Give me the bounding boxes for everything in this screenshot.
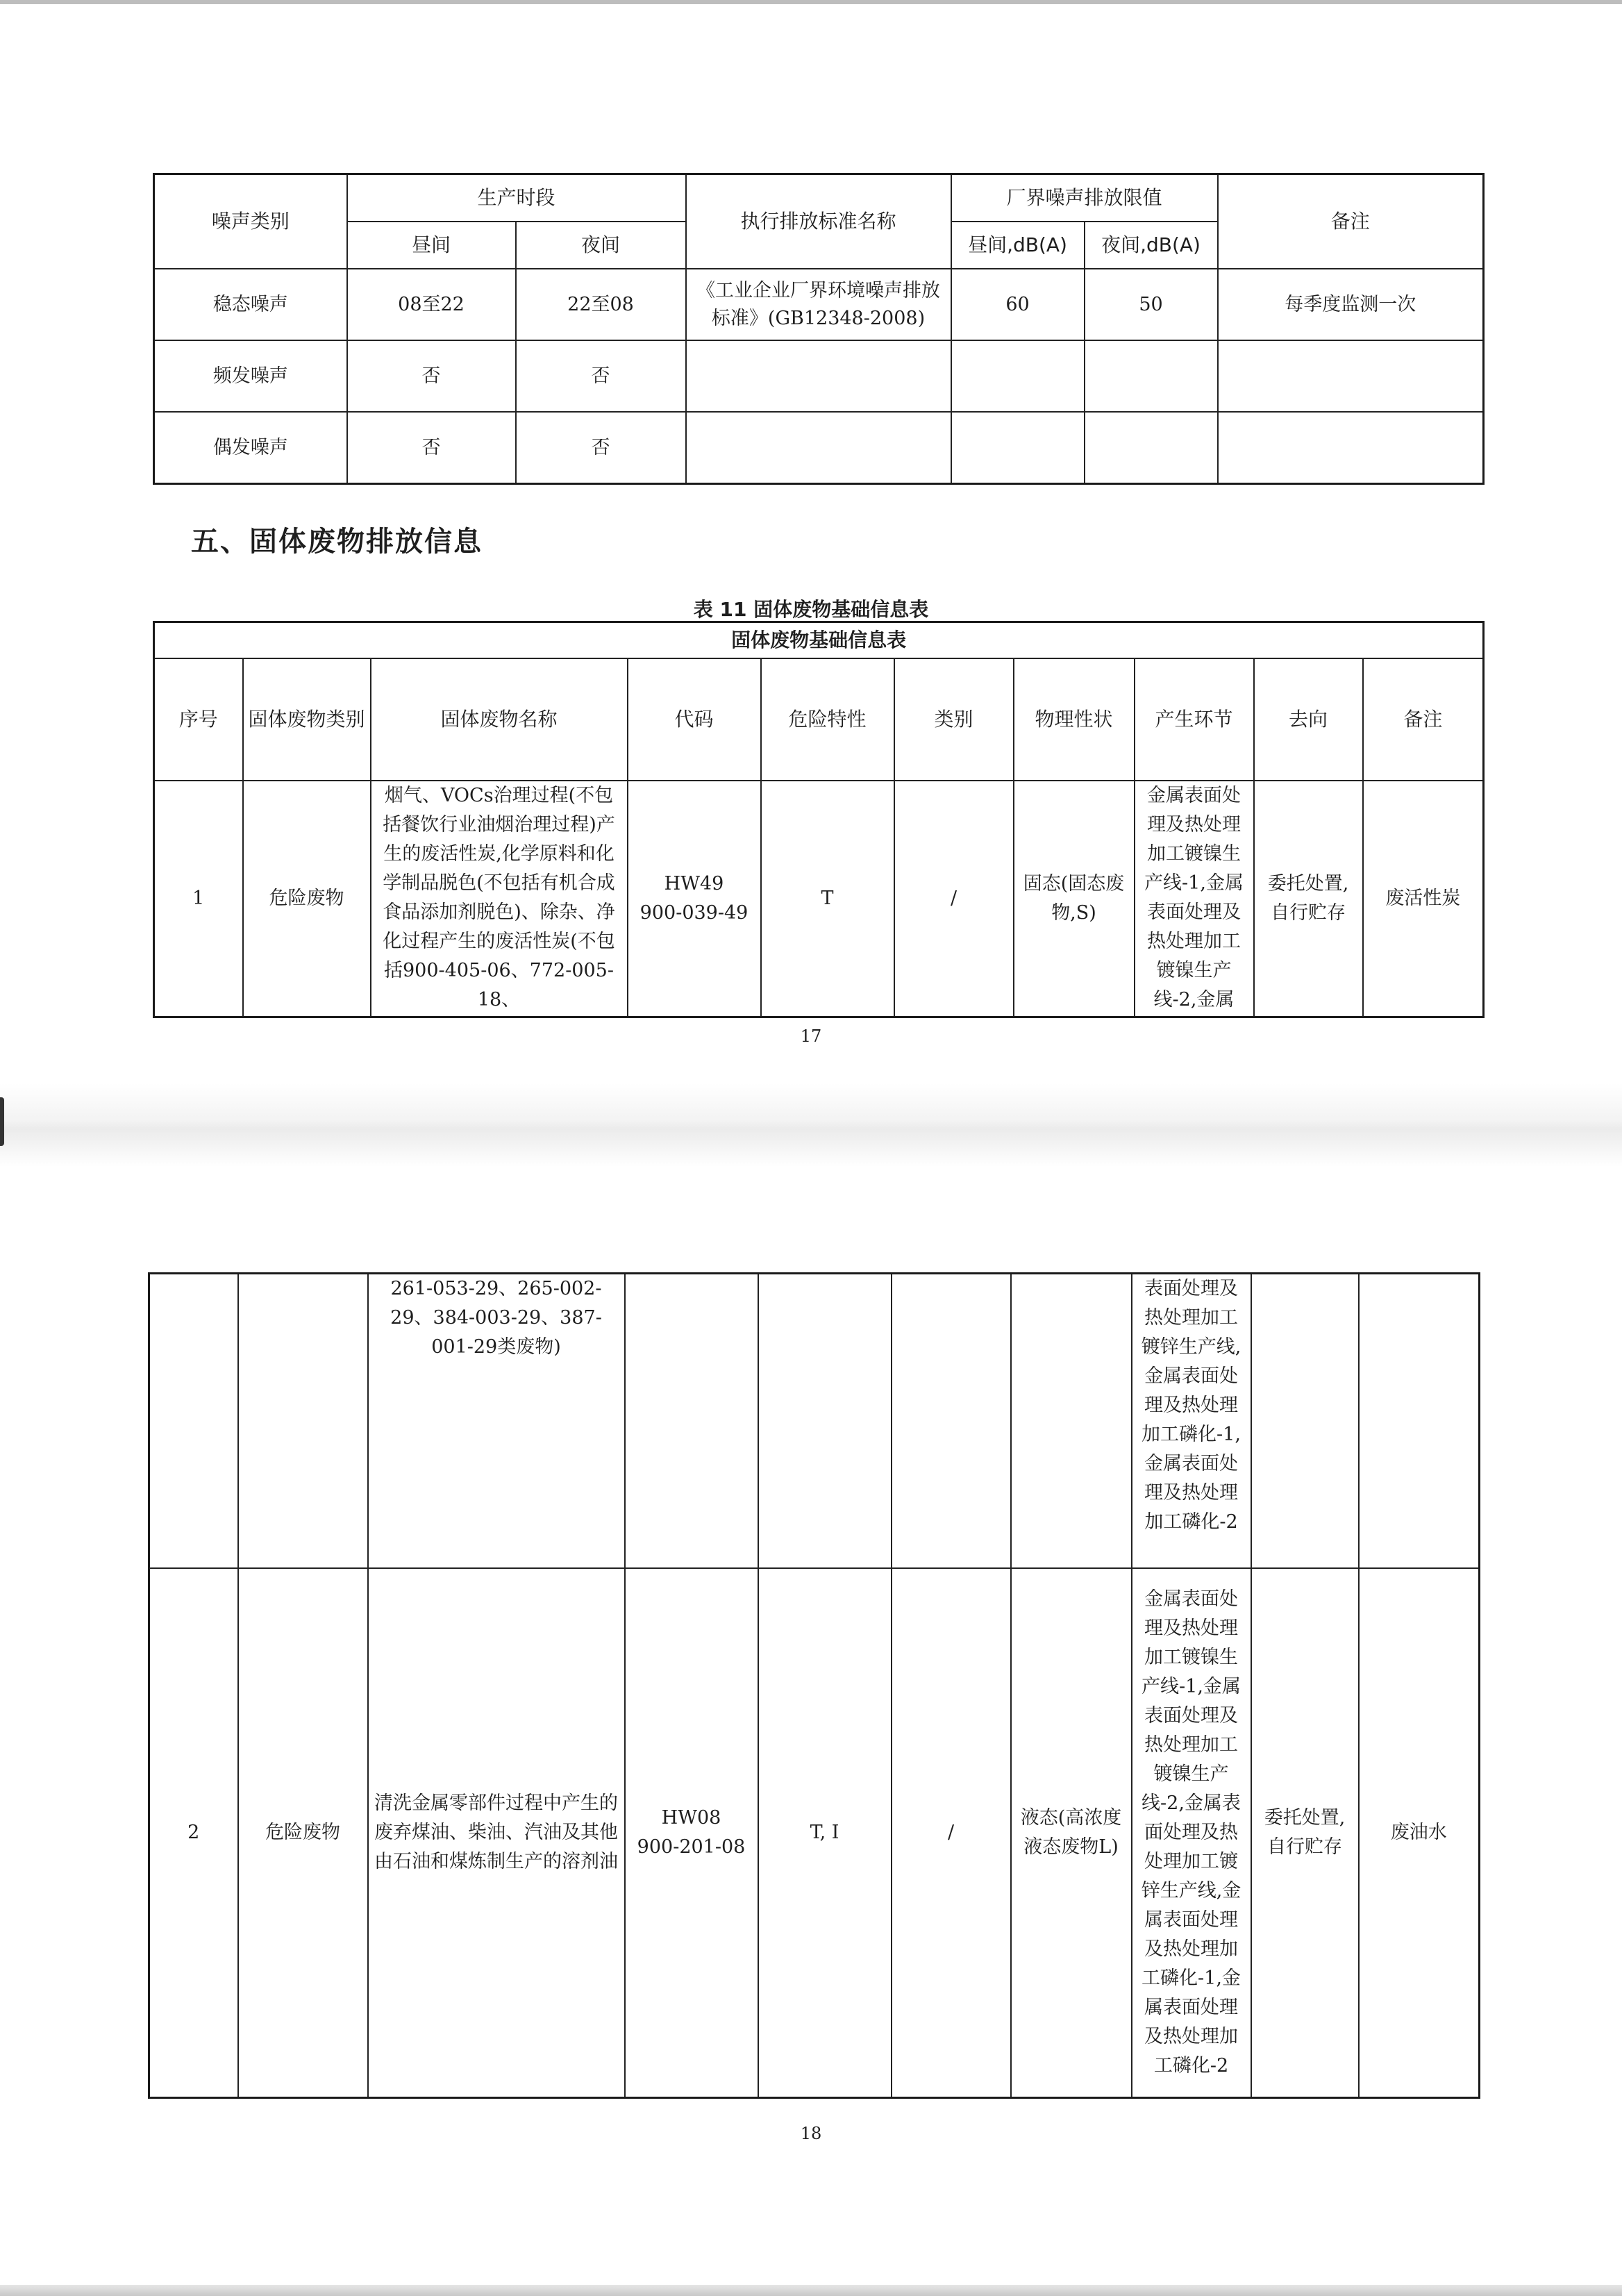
remark-cell: 废活性炭 — [1363, 781, 1484, 1017]
waste-name-cell: 261-053-29、265-002-29、384-003-29、387-001-29类废物) — [368, 1274, 625, 1569]
period-night-cell: 否 — [516, 340, 686, 412]
header-limit-night: 夜间,dB(A) — [1085, 222, 1218, 269]
header-noise-category: 噪声类别 — [154, 174, 347, 269]
source-cell: 金属表面处理及热处理加工镀镍生产线-1,金属表面处理及热处理加工镀镍生产线-2,金属表面处理及热处理加工镀锌生产线,金属表面处理及热处理加工磷化-1,金属表面处理及热处理加工磷化-2 — [1132, 1568, 1251, 2098]
source-cell: 表面处理及热处理加工镀锌生产线,金属表面处理及热处理加工磷化-1,金属表面处理及热处理加工磷化-2 — [1132, 1274, 1251, 1569]
table-row — [154, 340, 1484, 412]
header-period-night: 夜间 — [516, 222, 686, 269]
header-boundary-limit: 厂界噪声排放限值 — [951, 174, 1218, 222]
period-night-cell: 22至08 — [516, 269, 686, 340]
physical-state-cell — [1011, 1274, 1132, 1569]
code-cell — [625, 1274, 758, 1569]
solid-waste-table — [153, 621, 1485, 1018]
table-row — [154, 412, 1484, 484]
page-gap — [0, 1083, 1622, 1167]
limit-day-cell: 60 — [951, 269, 1085, 340]
type-cell: / — [892, 1568, 1011, 2098]
hazard-cell: T — [761, 781, 894, 1017]
binding-mark — [0, 1097, 4, 1146]
standard-cell — [686, 412, 951, 484]
no-cell: 2 — [149, 1568, 238, 2098]
period-day-cell: 否 — [347, 412, 516, 484]
period-night-cell: 否 — [516, 412, 686, 484]
table-row — [154, 269, 1484, 340]
limit-night-cell: 50 — [1085, 269, 1218, 340]
header-no: 序号 — [154, 658, 243, 781]
no-cell — [149, 1274, 238, 1569]
page-number: 17 — [800, 1026, 822, 1046]
page-number: 18 — [800, 2124, 822, 2143]
solid-waste-table-continued — [148, 1272, 1480, 2099]
standard-cell: 《工业企业厂界环境噪声排放标准》(GB12348-2008) — [686, 269, 951, 340]
header-hazard: 危险特性 — [761, 658, 894, 781]
header-waste-category: 固体废物类别 — [243, 658, 371, 781]
code-line-2: 900-201-08 — [637, 1836, 746, 1858]
waste-name-cell: 烟气、VOCs治理过程(不包括餐饮行业油烟治理过程)产生的废活性炭,化学原料和化学制品脱色(不包括有机合成食品添加剂脱色)、除杂、净化过程产生的废活性炭(不包括900-405-06、772-005-18、 — [371, 781, 628, 1017]
waste-category-cell: 危险废物 — [238, 1568, 368, 2098]
table-row — [149, 1568, 1480, 2098]
header-remark: 备注 — [1363, 658, 1484, 781]
limit-day-cell — [951, 412, 1085, 484]
code-cell — [625, 1568, 758, 2098]
destination-cell: 委托处置,自行贮存 — [1254, 781, 1363, 1017]
period-day-cell: 08至22 — [347, 269, 516, 340]
table-row — [149, 1274, 1480, 1569]
physical-state-cell: 固态(固态废物,S) — [1014, 781, 1135, 1017]
section-heading: 五、固体废物排放信息 — [191, 526, 483, 558]
header-limit-day: 昼间,dB(A) — [951, 222, 1085, 269]
header-code: 代码 — [628, 658, 761, 781]
code-line-1: HW49 — [664, 873, 724, 895]
remark-cell: 废油水 — [1359, 1568, 1480, 2098]
physical-state-cell: 液态(高浓度液态废物L) — [1011, 1568, 1132, 2098]
noise-category-cell: 频发噪声 — [154, 340, 347, 412]
table-caption: 表 11 固体废物基础信息表 — [693, 598, 929, 621]
header-physical-state: 物理性状 — [1014, 658, 1135, 781]
no-cell: 1 — [154, 781, 243, 1017]
header-remark: 备注 — [1218, 174, 1484, 269]
header-production-period: 生产时段 — [347, 174, 686, 222]
remark-cell — [1218, 340, 1484, 412]
code-line-1: HW08 — [661, 1807, 721, 1829]
destination-cell: 委托处置,自行贮存 — [1251, 1568, 1359, 2098]
remark-cell — [1359, 1274, 1480, 1569]
waste-name-cell: 清洗金属零部件过程中产生的废弃煤油、柴油、汽油及其他由石油和煤炼制生产的溶剂油 — [368, 1568, 625, 2098]
destination-cell — [1251, 1274, 1359, 1569]
header-period-day: 昼间 — [347, 222, 516, 269]
code-line-2: 900-039-49 — [639, 902, 749, 924]
header-source: 产生环节 — [1135, 658, 1254, 781]
scan-edge-bottom — [0, 2285, 1622, 2296]
type-cell: / — [894, 781, 1014, 1017]
header-standard-name: 执行排放标准名称 — [686, 174, 951, 269]
header-destination: 去向 — [1254, 658, 1363, 781]
code-cell — [628, 781, 761, 1017]
remark-cell — [1218, 412, 1484, 484]
limit-night-cell — [1085, 412, 1218, 484]
noise-category-cell: 稳态噪声 — [154, 269, 347, 340]
remark-cell: 每季度监测一次 — [1218, 269, 1484, 340]
header-waste-name: 固体废物名称 — [371, 658, 628, 781]
waste-category-cell: 危险废物 — [243, 781, 371, 1017]
standard-cell — [686, 340, 951, 412]
header-type: 类别 — [894, 658, 1014, 781]
limit-day-cell — [951, 340, 1085, 412]
scan-edge-top — [0, 0, 1622, 4]
type-cell — [892, 1274, 1011, 1569]
source-cell: 金属表面处理及热处理加工镀镍生产线-1,金属表面处理及热处理加工镀镍生产线-2,金属 — [1135, 781, 1254, 1017]
limit-night-cell — [1085, 340, 1218, 412]
hazard-cell — [758, 1274, 892, 1569]
period-day-cell: 否 — [347, 340, 516, 412]
noise-category-cell: 偶发噪声 — [154, 412, 347, 484]
noise-emission-table — [153, 173, 1485, 485]
table-title: 固体废物基础信息表 — [154, 622, 1484, 659]
table-row — [154, 781, 1484, 1017]
hazard-cell: T, I — [758, 1568, 892, 2098]
waste-category-cell — [238, 1274, 368, 1569]
